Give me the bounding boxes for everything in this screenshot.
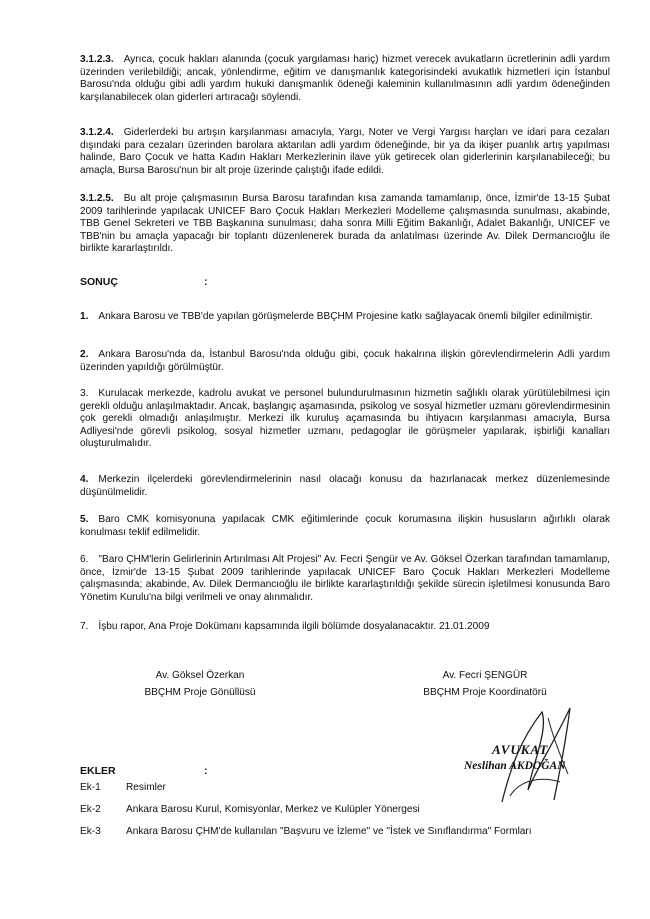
paragraph-3-1-2-3 <box>80 54 610 104</box>
lawyer-stamp-signature <box>450 700 620 810</box>
sonuc-colon: : <box>204 276 208 288</box>
result-number: 5. <box>80 514 89 525</box>
result-number: 2. <box>80 349 89 360</box>
ek-text-2: Ankara Barosu Kurul, Komisyonlar, Merkez ve Kulüpler Yönergesi <box>126 804 420 815</box>
stamp-name: Neslihan AKDOĞAN <box>464 760 566 772</box>
paragraph-text: Ayrıca, çocuk hakları alanında (çocuk yargılaması hariç) hizmet verecek avukatların ücretlerinin adli yardım üzerinden verilebildiği; ancak, yönlendirme, eğitim ve danışmanlık kategorisindeki avukatlık hizmetleri için İstanbul Barosu'nda olduğu gibi adli yardım hukuki danışmanlık ödeneği kaleminin kullanılmasının adli yardım ödeneğinden karşılanabilecek olan giderleri artıracağı söylendi. <box>80 54 610 103</box>
paragraph-number: 3.1.2.3. <box>80 54 114 65</box>
result-number: 7. <box>80 621 89 632</box>
stamp-title: AVUKAT <box>492 742 549 757</box>
signer-name-left: Av. Göksel Özerkan <box>155 670 245 681</box>
result-text: "Baro ÇHM'lerin Gelirlerinin Artırılması Alt Projesi" Av. Fecri Şengür ve Av. Göksel Özerkan tarafından tamamlanıp, önce, İzmir'de 13-15 Şubat 2009 tarihlerinde yapılacak UNICEF Baro Çocuk Hakları Merkezleri Modelleme çalışmasında; akabinde, Av. Dilek Dermancıoğlu ile birlikte kararlaştırıldığı şekilde sürecin işletilmesi konusunda Baro Yönetim Kurulu'na bilgi verilmeli ve onay alınmalıdır. <box>80 554 610 603</box>
signature-block-left <box>110 667 290 701</box>
ek-text-1: Resimler <box>126 782 166 793</box>
result-text: Ankara Barosu ve TBB'de yapılan görüşmelerde BBÇHM Projesine katkı sağlayacak önemli bilgiler edinilmiştir. <box>98 311 593 322</box>
paragraph-3-1-2-5 <box>80 193 610 256</box>
ek-code-2: Ek-2 <box>80 804 101 815</box>
result-text: Merkezin ilçelerdeki görevlendirmelerinin nasıl olacağı konusu da hazırlanacak merkez düzenlemesinde düşünülmelidir. <box>80 474 610 498</box>
result-item-6 <box>80 554 610 604</box>
paragraph-number: 3.1.2.4. <box>80 127 114 138</box>
result-text: Baro CMK komisyonuna yapılacak CMK eğitimlerinde çocuk korumasına ilişkin hususların ağırlıklı olarak konulması teklif edilmelidir. <box>80 514 610 538</box>
result-number: 1. <box>80 311 89 322</box>
result-number: 6. <box>80 554 89 565</box>
signer-title-left: BBÇHM Proje Gönüllüsü <box>144 687 256 698</box>
result-item-5 <box>80 514 610 539</box>
ekler-heading: EKLER <box>80 765 116 777</box>
result-number: 3. <box>80 388 89 399</box>
result-item-2 <box>80 349 610 374</box>
ek-text-3: Ankara Barosu ÇHM'de kullanılan "Başvuru ve İzleme" ve "İstek ve Sınıflandırma" Formları <box>126 826 532 837</box>
ek-code-1: Ek-1 <box>80 782 101 793</box>
ek-code-3: Ek-3 <box>80 826 101 837</box>
result-text: İşbu rapor, Ana Proje Dokümanı kapsamında ilgili bölümde dosyalanacaktır. 21.01.2009 <box>98 621 490 632</box>
result-text: Ankara Barosu'nda da, İstanbul Barosu'nda olduğu gibi, çocuk hakalrına ilişkin görevlendirmelerin Adli yardım üzerinden yapıldığı görülmüştür. <box>80 349 610 373</box>
ekler-colon: : <box>204 765 208 777</box>
result-item-3 <box>80 388 610 451</box>
signer-title-right: BBÇHM Proje Koordinatörü <box>423 687 547 698</box>
result-text: Kurulacak merkezde, kadrolu avukat ve personel bulundurulmasının hizmetin sağlıklı olarak yürütülebilmesi için gerekli olduğu anlaşılmaktadır. Ancak, başlangıç aşamasında, psikolog ve sosyal hizmetler uzmanı görevlendirmesinin çok gerekli olmadığı anlaşılmıştır. Merkezi ilk kuruluş açamasında bu ihtiyacın karşılanması amacıyla, Bursa Adliyesi'nde görevli psikolog, sosyal hizmetler uzmanı, pedagoglar ile görüşmeler yapılarak, işbirliği kanalları oluşturulmalıdır. <box>80 388 610 450</box>
paragraph-text: Bu alt proje çalışmasının Bursa Barosu tarafından kısa zamanda tamamlanıp, önce, İzmir'de 13-15 Şubat 2009 tarihlerinde yapılacak UNICEF Baro Çocuk Hakları Merkezleri Modelleme çalışmasında sunulması, akabinde, TBB Genel Sekreteri ve TBB Başkanına sunulması; daha sonra Milli Eğitim Bakanlığı, Adalet Bakanlığı, UNICEF ve TBB'nin bu amaçla yapacağı bir toplantı düzenlenerek burada da anlatılması üzerinde Av. Dilek Dermancıoğlu ile birlikte kararlaştırıldı. <box>80 193 610 255</box>
result-item-1 <box>80 311 610 324</box>
paragraph-text: Giderlerdeki bu artışın karşılanması amacıyla, Yargı, Noter ve Vergi Yargısı harçları ve idari para cezaları dışındaki para cezaları üzerinden barolara aktarılan adli yardım ödeneğinde, bir ya da ikişer puanlık artış yapılması halinde, Baro Çocuk ve hatta Kadın Hakları Merkezlerinin ilave yük getirecek olan giderlerinin karşılanabileceği; bu amaçla, Bursa Barosu'nun bir alt proje üzerinde çalıştığı ifade edildi. <box>80 127 610 176</box>
result-number: 4. <box>80 474 89 485</box>
result-item-7 <box>80 621 610 634</box>
paragraph-3-1-2-4 <box>80 127 610 177</box>
paragraph-number: 3.1.2.5. <box>80 193 114 204</box>
sonuc-heading: SONUÇ <box>80 276 118 288</box>
signature-block-right <box>385 667 585 701</box>
signer-name-right: Av. Fecri ŞENGÜR <box>442 670 528 681</box>
result-item-4 <box>80 474 610 499</box>
